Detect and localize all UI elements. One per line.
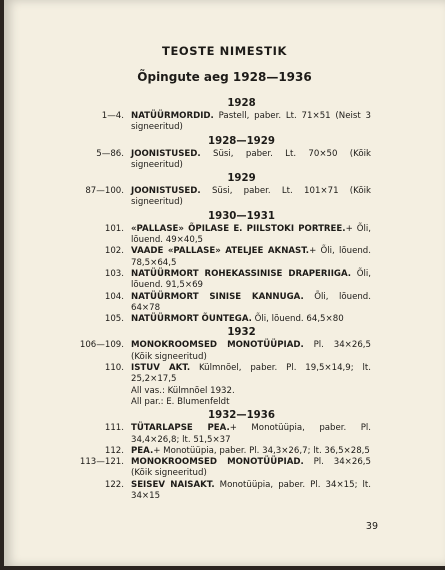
entry-number: 112. [104, 445, 124, 456]
year-heading: 1929 [227, 173, 256, 185]
entry-details: Pl. 34×26,5 (Kõik signeeritud) [131, 457, 371, 479]
entry-number: 110. [104, 363, 124, 374]
catalog-entry [4, 224, 445, 247]
entry-number: 113—121. [79, 457, 124, 468]
catalog-entry [4, 149, 445, 172]
entry-text [131, 480, 371, 503]
entry-details: + Monotüüpia, paber. Pl. 34,4×26,8; lt. 51,5×37 [131, 423, 371, 445]
entry-details: Pl. 34×26,5 (Kõik signeeritud) [131, 340, 371, 362]
entry-inscription: All par.: E. Blumenfeldt [131, 396, 230, 407]
catalog-entry [4, 246, 445, 269]
entry-number: 1—4. [101, 111, 124, 121]
entry-title: NATÜÜRMORT ÕUNTEGA. [131, 314, 252, 325]
entry-details: Süsi, paber. Lt. 101×71 (Kõik signeeritud) [131, 186, 371, 208]
entry-text [131, 446, 371, 457]
entry-text [131, 186, 371, 209]
page-number: 39 [365, 521, 378, 532]
year-heading: 1930—1931 [208, 210, 275, 222]
catalog-entry [4, 446, 445, 457]
entry-inscription: All vas.: Külmnõel 1932. [131, 385, 235, 396]
entry-details: Õli, lõuend. 91,5×69 [131, 268, 371, 291]
entry-details: Pastell, paber. Lt. 71×51 (Neist 3 signeeritud) [131, 111, 371, 133]
book-page [4, 0, 445, 566]
year-heading: 1928 [227, 98, 256, 109]
year-heading: 1932—1936 [208, 410, 275, 422]
entry-details: + Õli, lõuend. 49×40,5 [131, 223, 371, 246]
catalog-list [4, 96, 445, 502]
catalog-entry [4, 186, 445, 209]
catalog-entry [4, 292, 445, 315]
catalog-entry [4, 457, 445, 480]
entry-number: 105. [104, 314, 124, 325]
entry-title: TÜTARLAPSE PEA. [131, 423, 230, 434]
entry-details: + Õli, lõuend. 78,5×64,5 [131, 246, 371, 268]
entry-text [131, 224, 371, 247]
entry-number: 104. [104, 291, 124, 302]
entry-title: MONOKROOMSED MONOTÜÜPIAD. [131, 340, 304, 351]
entry-number: 101. [104, 223, 124, 234]
entry-details: Süsi, paber. Lt. 70×50 (Kõik signeeritud) [131, 148, 371, 170]
entry-number: 106—109. [79, 340, 124, 351]
entry-number: 5—86. [96, 148, 124, 159]
entry-number: 122. [104, 479, 124, 490]
catalog-entry [4, 269, 445, 292]
entry-title: ISTUV AKT. [131, 363, 191, 374]
entry-number: 87—100. [85, 186, 124, 197]
entry-title: NATÜÜRMORDID. [131, 111, 214, 121]
entry-title: NATÜÜRMORT SINISE KANNUGA. [131, 291, 304, 302]
entry-text [131, 314, 371, 325]
entry-details: Külmnõel, paber. Pl. 19,5×14,9; lt. 25,2×17,5 [131, 363, 371, 385]
entry-details: + Monotüüpia, paber. Pl. 34,3×26,7; lt. 36,5×28,5 [153, 445, 370, 456]
entry-title: JOONISTUSED. [131, 186, 201, 197]
catalog-entry [4, 111, 445, 134]
entry-text [131, 457, 371, 480]
catalog-entry [4, 363, 445, 408]
entry-title: MONOKROOMSED MONOTÜÜPIAD. [131, 457, 304, 468]
page-subtitle: Õpingute aeg 1928—1936 [137, 70, 312, 84]
entry-text [131, 246, 371, 269]
entry-title: NATÜÜRMORT ROHEKASSINISE DRAPERIIGA. [131, 268, 352, 279]
year-heading: 1932 [227, 327, 256, 339]
catalog-entry [4, 480, 445, 503]
entry-details: Õli, lõuend. 64,5×80 [251, 314, 344, 325]
entry-text [131, 340, 371, 363]
entry-details: Monotüüpia, paber. Pl. 34×15; lt. 34×15 [131, 479, 371, 502]
entry-number: 103. [104, 268, 124, 279]
entry-text [131, 111, 371, 134]
page-title: TEOSTE NIMESTIK [162, 44, 287, 58]
entry-text [131, 269, 371, 292]
entry-title: «PALLASE» ÕPILASE E. PIILSTOKI PORTREE. [131, 223, 346, 234]
entry-title: PEA. [131, 445, 154, 456]
catalog-entry [4, 314, 445, 325]
year-heading: 1928—1929 [208, 135, 275, 147]
entry-text [131, 149, 371, 172]
entry-number: 102. [104, 246, 124, 257]
catalog-entry [4, 423, 445, 446]
catalog-entry [4, 340, 445, 363]
entry-text [131, 292, 371, 315]
entry-details: Õli, lõuend. 64×78 [131, 291, 371, 313]
entry-title: SEISEV NAISAKT. [131, 479, 215, 490]
entry-title: JOONISTUSED. [131, 148, 201, 159]
entry-number: 111. [104, 423, 124, 434]
entry-text [131, 363, 371, 408]
entry-title: VAADE «PALLASE» ATELJEE AKNAST. [131, 246, 310, 257]
entry-text [131, 423, 371, 446]
